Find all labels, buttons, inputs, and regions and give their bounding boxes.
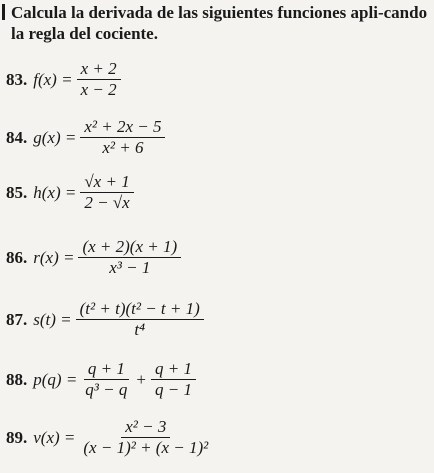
numerator: q + 1 xyxy=(151,360,196,380)
exercise-87 xyxy=(6,300,204,339)
numerator: x + 2 xyxy=(77,60,121,80)
function-lhs: v(x) = xyxy=(33,427,76,447)
fraction xyxy=(76,300,204,339)
exercise-88 xyxy=(6,360,196,399)
exercise-number: 86. xyxy=(6,247,28,267)
fraction xyxy=(80,118,165,157)
function-lhs: g(x) = xyxy=(33,127,77,147)
exercise-number: 85. xyxy=(6,182,28,202)
exercise-number: 89. xyxy=(6,427,28,447)
exercise-85 xyxy=(6,173,134,212)
exercise-number: 87. xyxy=(6,309,28,329)
function-lhs: h(x) = xyxy=(33,182,77,202)
function-lhs: p(q) = xyxy=(33,369,78,389)
denominator: x − 2 xyxy=(80,80,117,99)
instruction xyxy=(0,2,428,44)
fraction xyxy=(81,360,131,399)
plus-sign: + xyxy=(136,369,146,389)
fraction xyxy=(77,60,121,99)
numerator: (x + 2)(x + 1) xyxy=(78,238,181,258)
numerator: √x + 1 xyxy=(80,173,133,193)
instruction-marker xyxy=(2,4,5,20)
exercise-84 xyxy=(6,118,165,157)
instruction-text: Calcula la derivada de las siguientes funciones apli-cando la regla del cociente. xyxy=(11,3,428,43)
denominator: 2 − √x xyxy=(84,193,130,212)
function-lhs: s(t) = xyxy=(33,309,72,329)
numerator: (t² + t)(t² − t + 1) xyxy=(76,300,204,320)
function-lhs: r(x) = xyxy=(33,247,75,267)
exercise-number: 84. xyxy=(6,127,28,147)
denominator: x² + 6 xyxy=(102,138,144,157)
denominator: q³ − q xyxy=(85,380,128,399)
exercise-number: 88. xyxy=(6,369,28,389)
denominator: x³ − 1 xyxy=(109,258,151,277)
denominator: q − 1 xyxy=(154,380,192,399)
fraction xyxy=(79,418,212,457)
exercise-86 xyxy=(6,238,181,277)
fraction xyxy=(151,360,196,399)
function-lhs: f(x) = xyxy=(33,69,73,89)
exercise-number: 83. xyxy=(6,69,28,89)
fraction xyxy=(80,173,133,212)
denominator: (x − 1)² + (x − 1)² xyxy=(83,438,209,457)
numerator: q + 1 xyxy=(84,360,129,380)
denominator: t⁴ xyxy=(134,320,146,339)
fraction xyxy=(78,238,181,277)
exercise-83 xyxy=(6,60,121,99)
numerator: x² + 2x − 5 xyxy=(80,118,165,138)
exercise-89 xyxy=(6,418,212,457)
numerator: x² − 3 xyxy=(121,418,170,438)
